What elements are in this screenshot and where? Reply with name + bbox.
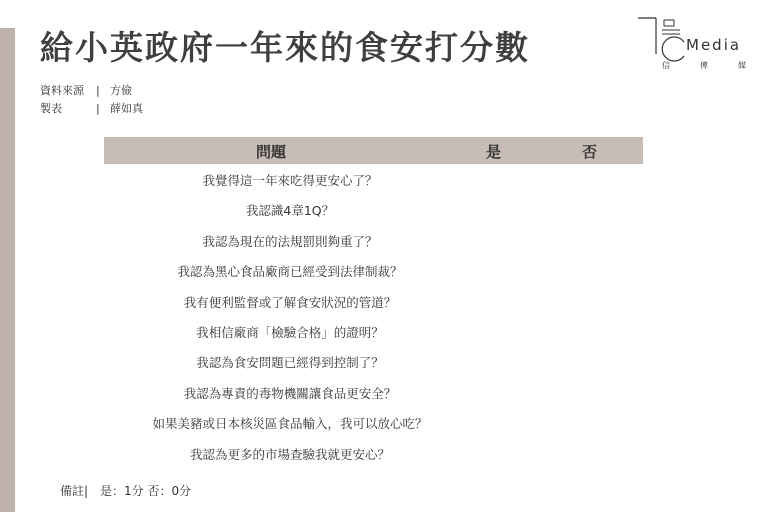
left-accent-bar xyxy=(0,28,15,512)
scoring-note xyxy=(60,482,191,499)
question-row: 如果美豬或日本核災區食品輸入，我可以放心吃？ xyxy=(152,416,428,432)
logo-sub-char: 信 xyxy=(662,61,670,70)
question-row: 我覺得這一年來吃得更安心了？ xyxy=(202,173,378,188)
page-title: 給小英政府一年來的食安打分數 xyxy=(40,28,530,67)
logo-sub-char: 傳 xyxy=(700,61,708,70)
credit-separator: | xyxy=(96,102,100,115)
question-row: 我有便利監督或了解食安狀況的管道？ xyxy=(183,294,397,310)
question-row: 我認為食安問題已經得到控制了？ xyxy=(196,355,384,371)
credit-value: 方儉 xyxy=(110,84,132,97)
question-row: 我認為黑心食品廠商已經受到法律制裁？ xyxy=(177,264,403,280)
logo-subtitle xyxy=(662,60,746,71)
note-text: 是：1分 否：0分 xyxy=(100,484,192,498)
logo-sub-char: 媒 xyxy=(738,61,746,70)
table-header xyxy=(104,137,643,164)
credit-author xyxy=(40,100,143,116)
credit-source xyxy=(40,82,132,98)
credit-label: 資料來源 xyxy=(40,84,84,97)
question-row: 我相信廠商「檢驗合格」的證明？ xyxy=(196,324,384,340)
question-row: 我認識4章1Q？ xyxy=(245,203,335,219)
credit-value: 薛如真 xyxy=(110,102,143,115)
note-separator: | xyxy=(84,484,89,498)
question-row: 我認為專責的毒物機關讓食品更安全？ xyxy=(183,385,397,401)
header-question: 問題 xyxy=(256,143,287,161)
question-list xyxy=(104,166,476,470)
question-row: 我認為更多的市場查驗我就更安心？ xyxy=(189,446,390,462)
note-label: 備註 xyxy=(60,484,85,498)
question-row: 我認為現在的法規罰則夠重了？ xyxy=(202,233,378,249)
credit-separator: | xyxy=(96,84,100,97)
logo xyxy=(636,14,756,72)
header-yes: 是 xyxy=(486,143,502,161)
logo-word: Media xyxy=(686,36,742,54)
header-no: 否 xyxy=(582,143,598,161)
credit-label: 製表 xyxy=(40,102,62,115)
